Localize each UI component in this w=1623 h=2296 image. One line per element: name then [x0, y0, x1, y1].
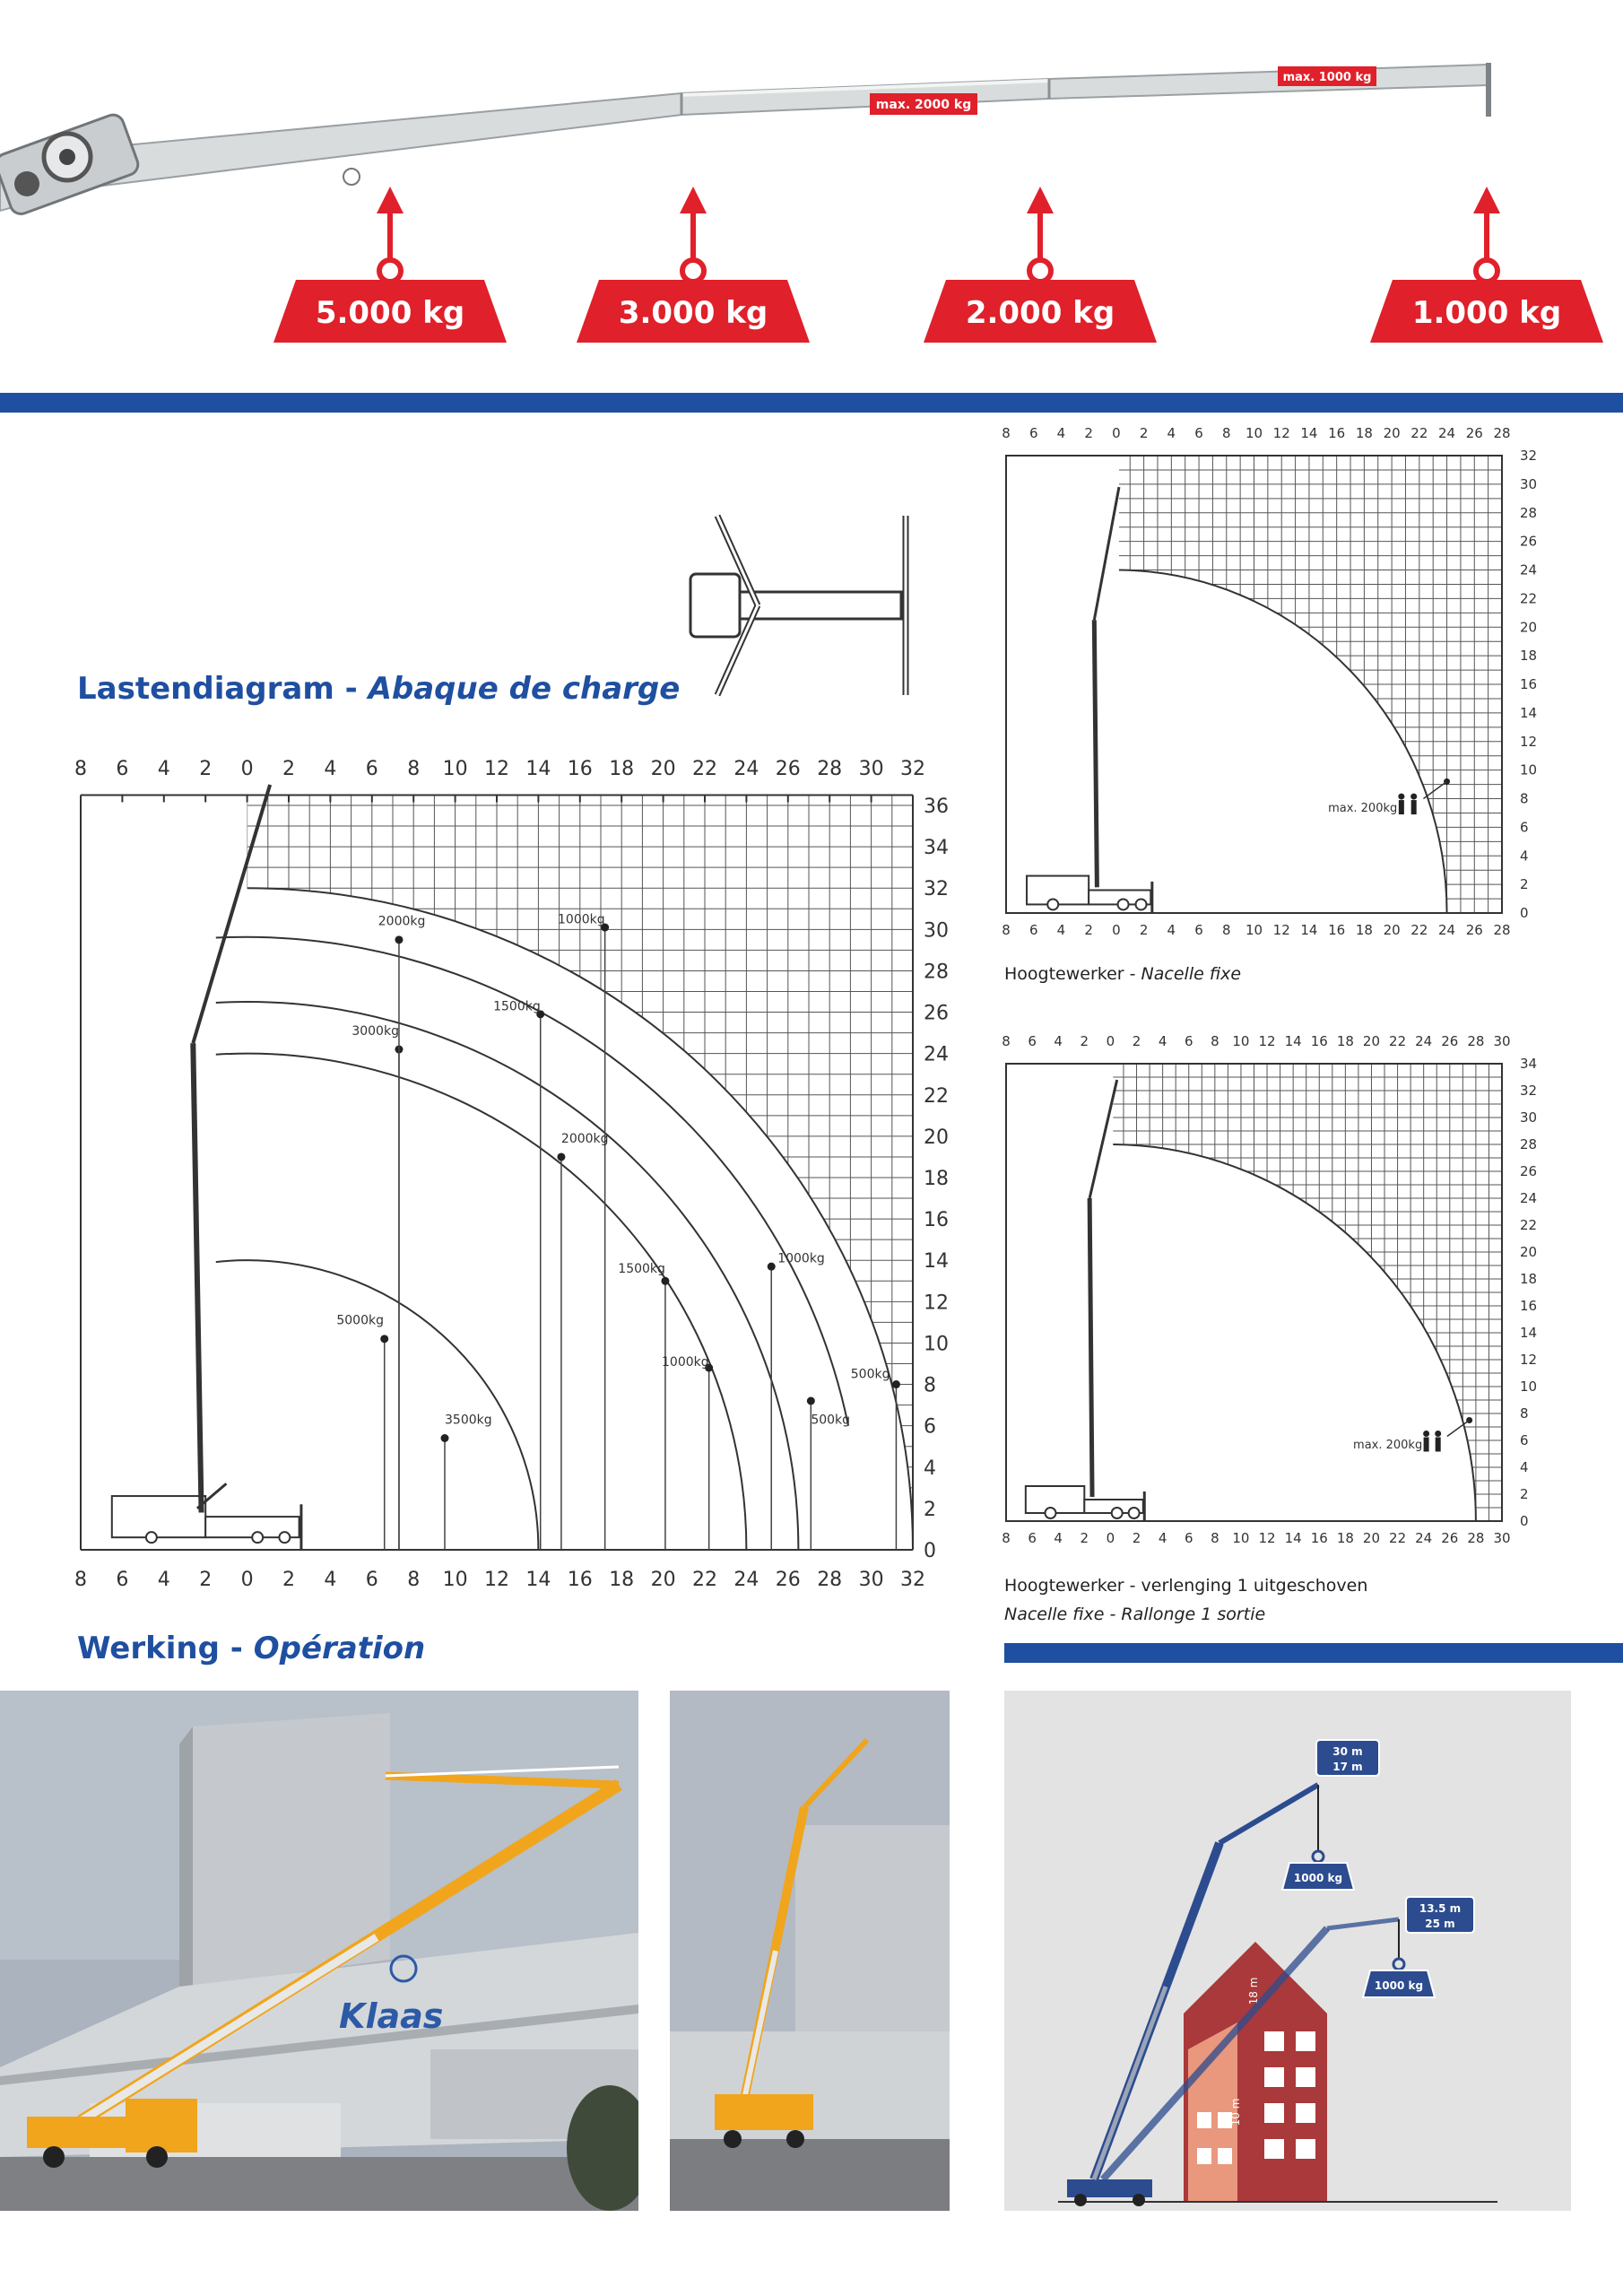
x-tick-bottom: 26 [1465, 922, 1483, 938]
x-tick-bottom: 4 [324, 1569, 337, 1591]
x-tick-top: 0 [1106, 1033, 1115, 1049]
y-tick: 30 [1520, 1109, 1538, 1126]
x-tick-bottom: 4 [1158, 1530, 1167, 1546]
load-label: 5000kg [336, 1313, 384, 1328]
y-tick: 2 [924, 1498, 936, 1521]
top-divider [0, 393, 1623, 413]
basket-envelope [1119, 570, 1447, 913]
x-tick-top: 28 [1467, 1033, 1485, 1049]
person-icon [1423, 1431, 1429, 1437]
x-tick-top: 8 [1222, 425, 1231, 441]
load-point [557, 1152, 565, 1161]
boom-arm [0, 65, 1488, 211]
x-tick-bottom: 8 [1002, 922, 1011, 938]
y-tick: 12 [1520, 733, 1538, 750]
y-tick: 16 [924, 1209, 949, 1232]
load-label: 500kg [811, 1413, 851, 1428]
x-tick-top: 2 [199, 758, 213, 780]
load-chart [54, 752, 977, 1595]
svg-text:1000 kg: 1000 kg [1293, 1872, 1343, 1884]
x-tick-top: 8 [1211, 1033, 1219, 1049]
x-tick-top: 22 [1410, 425, 1428, 441]
boom-knuckle [0, 112, 141, 217]
load-sign-5000 [273, 187, 507, 343]
x-tick-bottom: 6 [365, 1569, 378, 1591]
photo-crane-building-narrow [670, 1691, 950, 2211]
max-load-label: max. 200kg [1328, 801, 1398, 815]
load-label: 2000kg [560, 1131, 609, 1146]
load-point [661, 1277, 669, 1285]
y-tick: 6 [1520, 1432, 1529, 1448]
x-tick-bottom: 20 [650, 1569, 676, 1591]
y-tick: 30 [1520, 475, 1538, 492]
x-tick-bottom: 8 [1222, 922, 1231, 938]
x-tick-top: 12 [1272, 425, 1290, 441]
load-sign-3000 [577, 187, 810, 343]
x-tick-bottom: 26 [1441, 1530, 1459, 1546]
x-tick-top: 18 [1336, 1033, 1354, 1049]
y-tick: 22 [1520, 590, 1538, 607]
y-tick: 4 [1520, 1459, 1529, 1475]
y-tick: 24 [1520, 1190, 1538, 1206]
x-tick-bottom: 8 [1002, 1530, 1011, 1546]
x-tick-top: 4 [1158, 1033, 1167, 1049]
x-tick-bottom: 28 [1493, 922, 1511, 938]
operation-title: Werking - Opération [77, 1631, 426, 1666]
y-tick: 2 [1520, 1486, 1529, 1502]
y-tick: 0 [1520, 905, 1529, 921]
x-tick-bottom: 18 [1355, 922, 1373, 938]
y-tick: 28 [1520, 504, 1538, 521]
illustration-reach [1004, 1691, 1571, 2211]
load-arc [216, 1260, 539, 1550]
x-tick-bottom: 0 [1112, 922, 1121, 938]
x-tick-top: 30 [1493, 1033, 1511, 1049]
basket-chart-verlenging [995, 1030, 1623, 1550]
load-label: 3000kg [352, 1023, 399, 1039]
y-tick: 26 [924, 1002, 949, 1025]
x-tick-bottom: 4 [157, 1569, 170, 1591]
x-tick-top: 24 [733, 758, 759, 780]
y-tick: 10 [1520, 1378, 1538, 1395]
x-tick-top: 2 [1080, 1033, 1089, 1049]
y-tick: 10 [1520, 761, 1538, 778]
x-tick-top: 6 [1184, 1033, 1193, 1049]
basket-chart-nacelle-fixe [995, 422, 1623, 942]
x-tick-top: 6 [1028, 425, 1038, 441]
x-tick-top: 20 [1383, 425, 1401, 441]
x-tick-top: 8 [1002, 1033, 1011, 1049]
x-tick-top: 14 [1300, 425, 1318, 441]
x-tick-top: 18 [609, 758, 635, 780]
svg-text:1000 kg: 1000 kg [1374, 1979, 1424, 1992]
x-tick-top: 26 [775, 758, 801, 780]
x-tick-bottom: 6 [1028, 922, 1038, 938]
x-tick-top: 16 [1328, 425, 1346, 441]
x-tick-top: 8 [407, 758, 421, 780]
load-chart-title: Lastendiagram - Abaque de charge [77, 671, 681, 707]
y-tick: 6 [1520, 819, 1529, 836]
svg-text:1.000 kg: 1.000 kg [1411, 295, 1562, 331]
y-tick: 32 [1520, 1083, 1538, 1099]
load-point [395, 935, 403, 944]
x-tick-bottom: 20 [1362, 1530, 1381, 1546]
x-tick-top: 12 [484, 758, 509, 780]
x-tick-bottom: 2 [199, 1569, 213, 1591]
x-tick-top: 10 [442, 758, 468, 780]
x-tick-top: 16 [1310, 1033, 1328, 1049]
x-tick-bottom: 30 [1493, 1530, 1511, 1546]
x-tick-bottom: 8 [74, 1569, 87, 1591]
x-tick-top: 6 [365, 758, 378, 780]
x-tick-top: 26 [1465, 425, 1483, 441]
basket-chart-1-caption: Hoogtewerker - Nacelle fixe [1004, 964, 1242, 984]
x-tick-bottom: 22 [692, 1569, 717, 1591]
y-tick: 8 [1520, 1405, 1529, 1422]
x-tick-top: 32 [900, 758, 925, 780]
y-tick: 28 [924, 961, 949, 984]
load-arc [216, 1002, 799, 1550]
x-tick-top: 4 [1167, 425, 1176, 441]
y-tick: 18 [1520, 648, 1538, 665]
y-tick: 8 [1520, 790, 1529, 807]
x-tick-bottom: 10 [442, 1569, 468, 1591]
x-tick-bottom: 0 [240, 1569, 254, 1591]
x-tick-top: 22 [692, 758, 717, 780]
svg-text:10 m: 10 m [1229, 2098, 1242, 2126]
y-tick: 34 [1520, 1056, 1538, 1072]
y-tick: 10 [924, 1333, 949, 1356]
x-tick-top: 14 [525, 758, 551, 780]
x-tick-bottom: 8 [1211, 1530, 1219, 1546]
y-tick: 24 [1520, 561, 1538, 578]
x-tick-bottom: 6 [1184, 1530, 1193, 1546]
x-tick-bottom: 16 [1310, 1530, 1328, 1546]
x-tick-bottom: 0 [1106, 1530, 1115, 1546]
basket-grid [1006, 456, 1502, 913]
x-tick-top: 16 [567, 758, 593, 780]
x-tick-top: 4 [324, 758, 337, 780]
x-tick-bottom: 2 [1139, 922, 1149, 938]
x-tick-bottom: 2 [1132, 1530, 1141, 1546]
svg-text:5.000 kg: 5.000 kg [315, 295, 465, 331]
y-tick: 16 [1520, 1298, 1538, 1314]
load-label: 2000kg [378, 914, 426, 929]
right-divider [1004, 1643, 1623, 1663]
x-tick-top: 24 [1415, 1033, 1433, 1049]
y-tick: 26 [1520, 1163, 1538, 1179]
load-arc [216, 1054, 747, 1550]
y-tick: 18 [1520, 1271, 1538, 1287]
x-tick-top: 30 [858, 758, 884, 780]
x-tick-bottom: 30 [858, 1569, 884, 1591]
x-tick-bottom: 4 [1056, 922, 1066, 938]
x-tick-bottom: 12 [484, 1569, 509, 1591]
boom-label-2000: max. 2000 kg [875, 98, 972, 112]
load-point [892, 1380, 900, 1388]
y-tick: 0 [1520, 1513, 1529, 1529]
y-tick: 16 [1520, 676, 1538, 692]
y-tick: 20 [1520, 1244, 1538, 1260]
x-tick-bottom: 2 [1084, 922, 1093, 938]
max-load-label: max. 200kg [1353, 1439, 1423, 1452]
y-tick: 30 [924, 919, 949, 943]
x-tick-bottom: 18 [609, 1569, 635, 1591]
x-tick-top: 26 [1441, 1033, 1459, 1049]
svg-text:13.5 m: 13.5 m [1419, 1902, 1462, 1915]
envelope-arc [247, 888, 913, 1550]
y-tick: 34 [924, 837, 949, 860]
x-tick-top: 0 [1112, 425, 1121, 441]
x-tick-bottom: 12 [1272, 922, 1290, 938]
x-tick-bottom: 2 [1080, 1530, 1089, 1546]
y-tick: 20 [1520, 619, 1538, 636]
x-tick-top: 14 [1284, 1033, 1302, 1049]
load-point [380, 1335, 388, 1343]
y-tick: 22 [1520, 1217, 1538, 1233]
svg-text:2.000 kg: 2.000 kg [965, 295, 1115, 331]
y-tick: 28 [1520, 1136, 1538, 1152]
x-tick-top: 2 [1084, 425, 1093, 441]
x-tick-bottom: 18 [1336, 1530, 1354, 1546]
y-tick: 32 [924, 878, 949, 901]
person-icon [1398, 794, 1404, 800]
x-tick-bottom: 22 [1389, 1530, 1407, 1546]
x-tick-top: 20 [1362, 1033, 1381, 1049]
truck-sketch [1026, 1080, 1144, 1521]
x-tick-top: 8 [1002, 425, 1011, 441]
x-tick-bottom: 10 [1245, 922, 1263, 938]
x-tick-bottom: 12 [1258, 1530, 1276, 1546]
load-label: 1000kg [777, 1251, 825, 1266]
y-tick: 36 [924, 796, 949, 818]
x-tick-bottom: 16 [1328, 922, 1346, 938]
x-tick-top: 6 [1028, 1033, 1037, 1049]
x-tick-bottom: 14 [1300, 922, 1318, 938]
load-sign-2000 [924, 187, 1157, 343]
load-label: 1000kg [558, 912, 605, 927]
load-sign-1000 [1370, 187, 1603, 343]
svg-text:18 m: 18 m [1247, 1977, 1260, 2005]
x-tick-bottom: 28 [1467, 1530, 1485, 1546]
x-tick-top: 28 [817, 758, 843, 780]
svg-text:3.000 kg: 3.000 kg [618, 295, 768, 331]
x-tick-top: 6 [1194, 425, 1203, 441]
x-tick-bottom: 28 [817, 1569, 843, 1591]
x-tick-bottom: 8 [407, 1569, 421, 1591]
x-tick-top: 4 [1054, 1033, 1063, 1049]
y-tick: 12 [1520, 1352, 1538, 1368]
x-tick-top: 10 [1232, 1033, 1250, 1049]
y-tick: 20 [924, 1126, 949, 1149]
truck-sketch [1027, 487, 1152, 913]
load-label: 1500kg [493, 999, 541, 1014]
x-tick-top: 2 [1139, 425, 1149, 441]
photo-crane-building-wide [0, 1691, 638, 2211]
x-tick-top: 0 [240, 758, 254, 780]
load-point [807, 1397, 815, 1405]
svg-text:25 m: 25 m [1425, 1918, 1455, 1930]
svg-text:30 m: 30 m [1332, 1745, 1363, 1758]
y-tick: 24 [924, 1043, 949, 1066]
y-tick: 26 [1520, 533, 1538, 550]
y-tick: 4 [924, 1457, 936, 1480]
boom-banner [0, 0, 1623, 386]
load-label: 1000kg [662, 1354, 709, 1370]
load-label: 3500kg [445, 1413, 492, 1428]
x-tick-bottom: 2 [282, 1569, 295, 1591]
y-tick: 4 [1520, 848, 1529, 865]
load-chart-grid [81, 795, 913, 1550]
x-tick-bottom: 26 [775, 1569, 801, 1591]
building-sign: Klaas [339, 1996, 444, 2036]
x-tick-bottom: 10 [1232, 1530, 1250, 1546]
basket-chart-2-caption: Hoogtewerker - verlenging 1 uitgeschoven Nacelle fixe - Rallonge 1 sortie [1004, 1576, 1368, 1624]
person-icon [1435, 1431, 1441, 1437]
boom-label-1000: max. 1000 kg [1282, 71, 1372, 84]
y-tick: 12 [924, 1292, 949, 1315]
x-tick-top: 2 [282, 758, 295, 780]
basket-envelope [1113, 1144, 1476, 1521]
y-tick: 2 [1520, 876, 1529, 893]
y-tick: 0 [924, 1540, 936, 1562]
x-tick-top: 8 [74, 758, 87, 780]
x-tick-bottom: 16 [567, 1569, 593, 1591]
truck-sketch [112, 785, 301, 1550]
load-point [441, 1434, 449, 1442]
x-tick-top: 4 [1056, 425, 1066, 441]
x-tick-bottom: 6 [1028, 1530, 1037, 1546]
x-tick-bottom: 32 [900, 1569, 925, 1591]
x-tick-bottom: 6 [1194, 922, 1203, 938]
y-tick: 18 [924, 1168, 949, 1190]
y-tick: 8 [924, 1374, 936, 1397]
x-tick-top: 18 [1355, 425, 1373, 441]
x-tick-bottom: 4 [1054, 1530, 1063, 1546]
x-tick-bottom: 24 [1415, 1530, 1433, 1546]
y-tick: 14 [924, 1250, 949, 1274]
y-tick: 6 [924, 1415, 936, 1439]
x-tick-top: 10 [1245, 425, 1263, 441]
x-tick-bottom: 24 [1438, 922, 1456, 938]
y-tick: 14 [1520, 1325, 1538, 1341]
y-tick: 14 [1520, 704, 1538, 721]
x-tick-bottom: 6 [116, 1569, 129, 1591]
x-tick-bottom: 14 [525, 1569, 551, 1591]
x-tick-top: 28 [1493, 425, 1511, 441]
person-icon [1410, 794, 1417, 800]
x-tick-top: 20 [650, 758, 676, 780]
x-tick-top: 2 [1132, 1033, 1141, 1049]
x-tick-bottom: 4 [1167, 922, 1176, 938]
basket-grid [1006, 1064, 1502, 1521]
x-tick-top: 6 [116, 758, 129, 780]
outrigger-top-view [681, 507, 950, 704]
x-tick-top: 24 [1438, 425, 1456, 441]
x-tick-top: 4 [157, 758, 170, 780]
y-tick: 32 [1520, 448, 1538, 464]
x-tick-bottom: 24 [733, 1569, 759, 1591]
x-tick-bottom: 22 [1410, 922, 1428, 938]
load-label: 1500kg [618, 1262, 665, 1277]
x-tick-top: 22 [1389, 1033, 1407, 1049]
x-tick-top: 12 [1258, 1033, 1276, 1049]
y-tick: 22 [924, 1084, 949, 1108]
load-label: 500kg [850, 1367, 890, 1382]
svg-text:17 m: 17 m [1332, 1761, 1363, 1773]
x-tick-bottom: 14 [1284, 1530, 1302, 1546]
load-point [768, 1263, 776, 1271]
x-tick-bottom: 20 [1383, 922, 1401, 938]
